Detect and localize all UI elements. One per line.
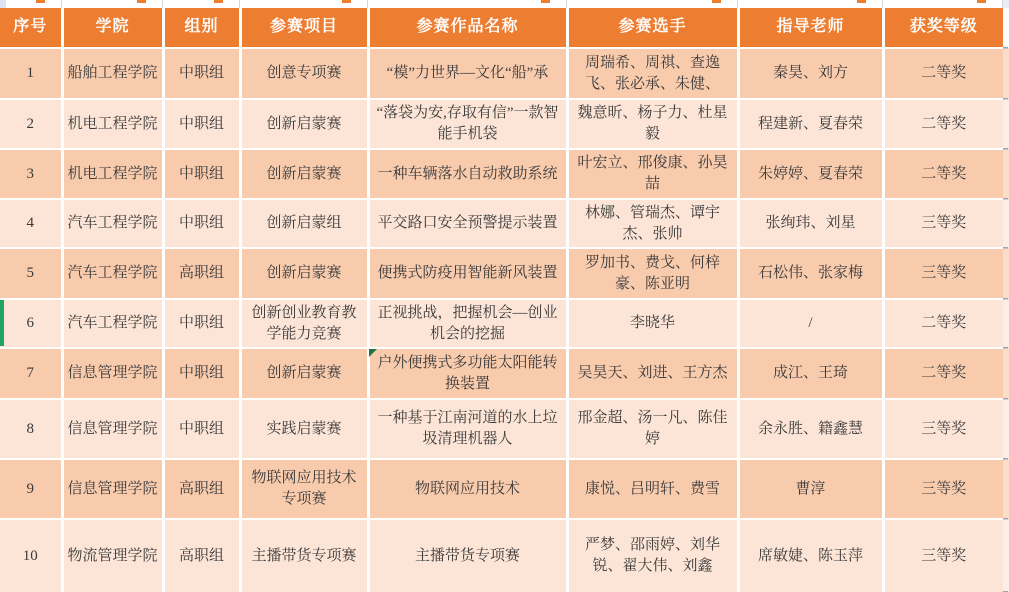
cell-work-row9[interactable]: 物联网应用技术 bbox=[368, 459, 567, 519]
table-row-6 bbox=[0, 299, 1003, 348]
column-header-index[interactable]: 序号 bbox=[0, 8, 62, 48]
adjacent-column-band bbox=[1003, 0, 1009, 8]
cell-college-row6[interactable]: 汽车工程学院 bbox=[62, 299, 163, 348]
cell-contestants-row7[interactable]: 吴昊天、刘进、王方杰 bbox=[567, 348, 738, 399]
adjacent-column-band bbox=[1003, 299, 1009, 348]
adjacent-column-band bbox=[1003, 399, 1009, 459]
cell-contestants-row8[interactable]: 邢金超、汤一凡、陈佳婷 bbox=[567, 399, 738, 459]
cell-project-row10[interactable]: 主播带货专项赛 bbox=[240, 519, 368, 592]
cell-work-row6[interactable]: 正视挑战，把握机会—创业机会的挖掘 bbox=[368, 299, 567, 348]
cell-contestants-row9[interactable]: 康悦、吕明轩、费雪 bbox=[567, 459, 738, 519]
cell-contestants-row3[interactable]: 叶宏立、邢俊康、孙昊喆 bbox=[567, 149, 738, 199]
cell-work-row3[interactable]: 一种车辆落水自动救助系统 bbox=[368, 149, 567, 199]
cell-group-row5[interactable]: 高职组 bbox=[163, 248, 240, 299]
cell-error-triangle-icon bbox=[369, 349, 377, 357]
cell-group-row7[interactable]: 中职组 bbox=[163, 348, 240, 399]
cell-index-row8[interactable]: 8 bbox=[0, 399, 62, 459]
column-header-award[interactable]: 获奖等级 bbox=[883, 8, 1003, 48]
clipped-text-fragment bbox=[857, 0, 866, 3]
cell-work-row1[interactable]: “模”力世界—文化“船”承 bbox=[368, 48, 567, 99]
column-header-work[interactable]: 参赛作品名称 bbox=[368, 8, 567, 48]
gridline-stub bbox=[162, 0, 163, 8]
adjacent-column-band bbox=[1003, 8, 1009, 48]
clipped-text-fragment bbox=[342, 0, 351, 3]
clipped-text-fragment bbox=[214, 0, 223, 3]
adjacent-column-band bbox=[1003, 348, 1009, 399]
cell-award-row9[interactable]: 三等奖 bbox=[883, 459, 1003, 519]
cell-award-row2[interactable]: 二等奖 bbox=[883, 99, 1003, 149]
right-edge-sliver bbox=[1003, 0, 1009, 592]
cell-index-row1[interactable]: 1 bbox=[0, 48, 62, 99]
cell-group-row6[interactable]: 中职组 bbox=[163, 299, 240, 348]
table-row-2 bbox=[0, 99, 1003, 149]
cell-advisors-row2[interactable]: 程建新、夏春荣 bbox=[738, 99, 883, 149]
cell-advisors-row6[interactable]: / bbox=[738, 299, 883, 348]
cell-award-row10[interactable]: 三等奖 bbox=[883, 519, 1003, 592]
gridline-stub bbox=[737, 0, 738, 8]
cell-award-row8[interactable]: 三等奖 bbox=[883, 399, 1003, 459]
table-row-1 bbox=[0, 48, 1003, 99]
adjacent-column-band bbox=[1003, 99, 1009, 149]
cell-advisors-row8[interactable]: 余永胜、籍鑫慧 bbox=[738, 399, 883, 459]
header-row bbox=[0, 8, 1003, 48]
cell-project-row9[interactable]: 物联网应用技术专项赛 bbox=[240, 459, 368, 519]
cell-work-row5[interactable]: 便携式防疫用智能新风装置 bbox=[368, 248, 567, 299]
cell-advisors-row1[interactable]: 秦昊、刘方 bbox=[738, 48, 883, 99]
gridline-stub bbox=[61, 0, 62, 8]
cell-project-row7[interactable]: 创新启蒙赛 bbox=[240, 348, 368, 399]
cell-work-row8[interactable]: 一种基于江南河道的水上垃圾清理机器人 bbox=[368, 399, 567, 459]
column-header-group[interactable]: 组别 bbox=[163, 8, 240, 48]
column-header-college[interactable]: 学院 bbox=[62, 8, 163, 48]
cell-contestants-row2[interactable]: 魏意昕、杨子力、杜星毅 bbox=[567, 99, 738, 149]
cell-award-row4[interactable]: 三等奖 bbox=[883, 199, 1003, 248]
gridline-stub bbox=[239, 0, 240, 8]
clipped-text-fragment bbox=[541, 0, 550, 3]
clipped-cell-corner bbox=[0, 0, 6, 8]
cell-project-row6[interactable]: 创新创业教育教学能力竞赛 bbox=[240, 299, 368, 348]
cell-advisors-row7[interactable]: 成江、王琦 bbox=[738, 348, 883, 399]
cell-group-row8[interactable]: 中职组 bbox=[163, 399, 240, 459]
cell-advisors-row10[interactable]: 席敏婕、陈玉萍 bbox=[738, 519, 883, 592]
cell-college-row4[interactable]: 汽车工程学院 bbox=[62, 199, 163, 248]
cell-college-row3[interactable]: 机电工程学院 bbox=[62, 149, 163, 199]
cell-college-row7[interactable]: 信息管理学院 bbox=[62, 348, 163, 399]
cell-index-row10[interactable]: 10 bbox=[0, 519, 62, 592]
cell-project-row5[interactable]: 创新启蒙赛 bbox=[240, 248, 368, 299]
table-row-4 bbox=[0, 199, 1003, 248]
cell-project-row2[interactable]: 创新启蒙赛 bbox=[240, 99, 368, 149]
cell-group-row2[interactable]: 中职组 bbox=[163, 99, 240, 149]
cell-index-row5[interactable]: 5 bbox=[0, 248, 62, 299]
cell-index-row2[interactable]: 2 bbox=[0, 99, 62, 149]
cell-advisors-row4[interactable]: 张绚玮、刘星 bbox=[738, 199, 883, 248]
cell-advisors-row3[interactable]: 朱婷婷、夏春荣 bbox=[738, 149, 883, 199]
table-row-3 bbox=[0, 149, 1003, 199]
cell-project-row4[interactable]: 创新启蒙组 bbox=[240, 199, 368, 248]
cell-advisors-row5[interactable]: 石松伟、张家梅 bbox=[738, 248, 883, 299]
cell-award-row3[interactable]: 二等奖 bbox=[883, 149, 1003, 199]
cell-index-row9[interactable]: 9 bbox=[0, 459, 62, 519]
table-row-7 bbox=[0, 348, 1003, 399]
cell-contestants-row5[interactable]: 罗加书、费戈、何梓豪、陈亚明 bbox=[567, 248, 738, 299]
cell-college-row9[interactable]: 信息管理学院 bbox=[62, 459, 163, 519]
cell-work-row7[interactable]: 户外便携式多功能太阳能转换装置 bbox=[368, 348, 567, 399]
cell-index-row3[interactable]: 3 bbox=[0, 149, 62, 199]
cell-group-row3[interactable]: 中职组 bbox=[163, 149, 240, 199]
cell-group-row9[interactable]: 高职组 bbox=[163, 459, 240, 519]
clipped-text-fragment bbox=[712, 0, 721, 3]
cell-work-row4[interactable]: 平交路口安全预警提示装置 bbox=[368, 199, 567, 248]
cell-college-row10[interactable]: 物流管理学院 bbox=[62, 519, 163, 592]
cell-award-row1[interactable]: 二等奖 bbox=[883, 48, 1003, 99]
adjacent-column-band bbox=[1003, 48, 1009, 99]
adjacent-column-band bbox=[1003, 248, 1009, 299]
cell-work-row10[interactable]: 主播带货专项赛 bbox=[368, 519, 567, 592]
adjacent-column-band bbox=[1003, 519, 1009, 592]
table-row-9 bbox=[0, 459, 1003, 519]
cell-index-row7[interactable]: 7 bbox=[0, 348, 62, 399]
cell-green-indicator-stripe bbox=[0, 300, 4, 346]
gridline-stub bbox=[566, 0, 567, 8]
adjacent-column-band bbox=[1003, 459, 1009, 519]
cell-advisors-row9[interactable]: 曹淳 bbox=[738, 459, 883, 519]
clipped-text-fragment bbox=[977, 0, 986, 3]
gridline-stub bbox=[367, 0, 368, 8]
cell-contestants-row1[interactable]: 周瑞希、周祺、查逸飞、张必承、朱健、 bbox=[567, 48, 738, 99]
cell-index-row4[interactable]: 4 bbox=[0, 199, 62, 248]
cell-award-row5[interactable]: 三等奖 bbox=[883, 248, 1003, 299]
column-header-advisors[interactable]: 指导老师 bbox=[738, 8, 883, 48]
cell-college-row1[interactable]: 船舶工程学院 bbox=[62, 48, 163, 99]
cell-group-row10[interactable]: 高职组 bbox=[163, 519, 240, 592]
award-table bbox=[0, 8, 1003, 592]
cell-contestants-row4[interactable]: 林娜、管瑞杰、谭宇杰、张帅 bbox=[567, 199, 738, 248]
cell-project-row3[interactable]: 创新启蒙赛 bbox=[240, 149, 368, 199]
cell-project-row8[interactable]: 实践启蒙赛 bbox=[240, 399, 368, 459]
table-row-10 bbox=[0, 519, 1003, 592]
cell-group-row4[interactable]: 中职组 bbox=[163, 199, 240, 248]
table-row-5 bbox=[0, 248, 1003, 299]
cell-group-row1[interactable]: 中职组 bbox=[163, 48, 240, 99]
clipped-text-fragment bbox=[36, 0, 45, 3]
clipped-text-fragment bbox=[137, 0, 146, 3]
cell-contestants-row10[interactable]: 严梦、邵雨婷、刘华锐、翟大伟、刘鑫 bbox=[567, 519, 738, 592]
cell-work-row2[interactable]: “落袋为安,存取有信”一款智能手机袋 bbox=[368, 99, 567, 149]
cell-college-row8[interactable]: 信息管理学院 bbox=[62, 399, 163, 459]
column-header-project[interactable]: 参赛项目 bbox=[240, 8, 368, 48]
clipped-row-above bbox=[0, 0, 1003, 8]
table-row-8 bbox=[0, 399, 1003, 459]
cell-project-row1[interactable]: 创意专项赛 bbox=[240, 48, 368, 99]
cell-award-row6[interactable]: 二等奖 bbox=[883, 299, 1003, 348]
adjacent-column-band bbox=[1003, 199, 1009, 248]
cell-contestants-row6[interactable]: 李晓华 bbox=[567, 299, 738, 348]
cell-college-row5[interactable]: 汽车工程学院 bbox=[62, 248, 163, 299]
column-header-contestants[interactable]: 参赛选手 bbox=[567, 8, 738, 48]
cell-award-row7[interactable]: 二等奖 bbox=[883, 348, 1003, 399]
adjacent-column-band bbox=[1003, 149, 1009, 199]
cell-college-row2[interactable]: 机电工程学院 bbox=[62, 99, 163, 149]
gridline-stub bbox=[882, 0, 883, 8]
cell-index-row6[interactable]: 6 bbox=[0, 299, 62, 348]
